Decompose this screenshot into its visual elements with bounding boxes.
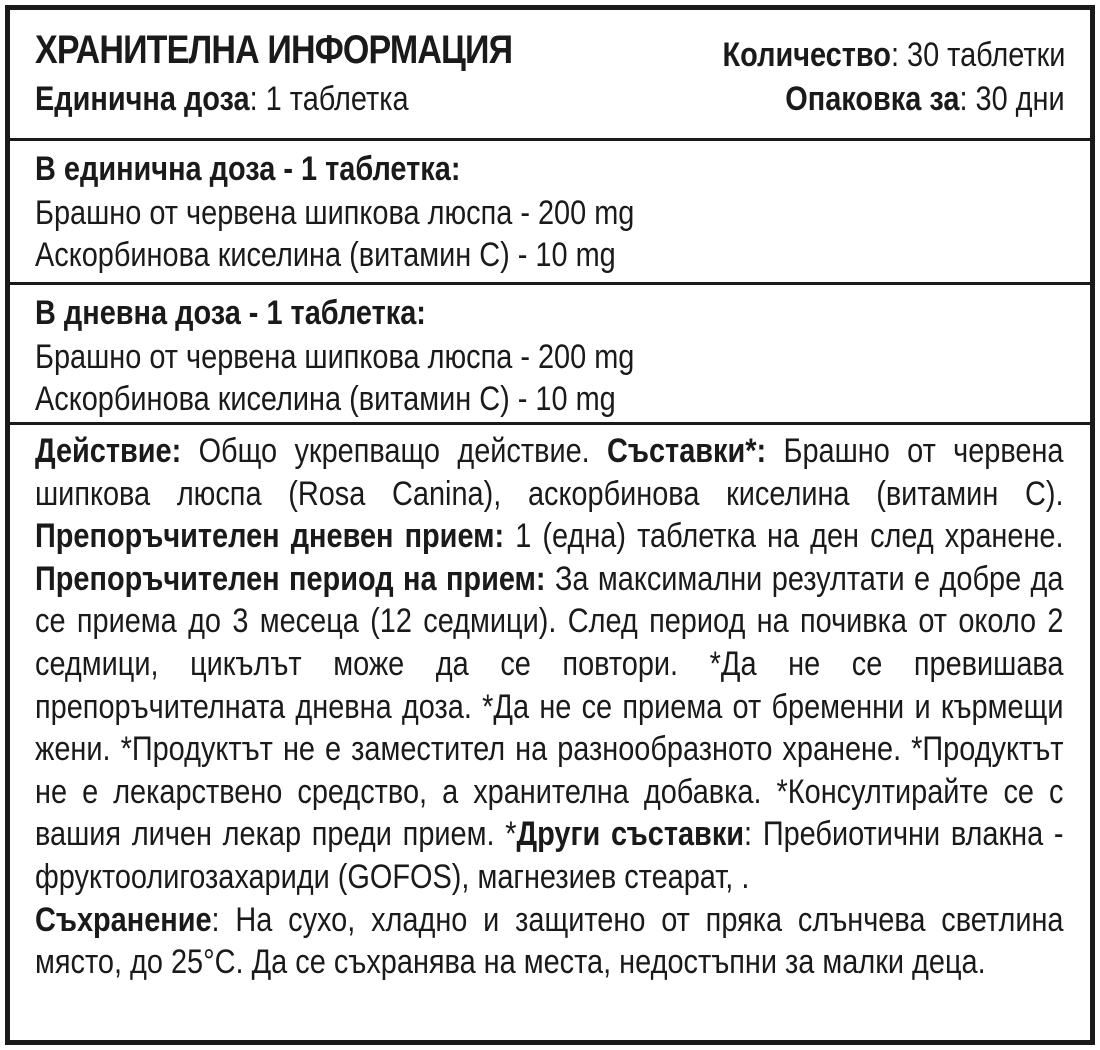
divider — [10, 282, 1090, 285]
description-paragraph — [35, 430, 1064, 984]
action-text: Общо укрепващо действие. — [181, 432, 608, 470]
period-text: За максимални резултати е добре да се приема до 3 месеца (12 седмици). След период на почивка от около 2 седмици, цикълът може да се повтори. *Да не се превишава препоръчителната дневна доза. *Да не се приема от бременни и кърмещи жени. *Продуктът не е заместител на разнообразното хранене. *Продуктът не е лекарствено средство, а хранителна добавка. *Консултирайте се с вашия личен лекар преди прием. * — [35, 559, 1064, 854]
daily-intake-label: Препоръчителен дневен прием: — [35, 517, 505, 556]
storage-text: : На сухо, хладно и защитено от пряка слънчева светлина място, до 25°С. Да се съхранява на места, недостъпни за малки деца. — [35, 900, 1064, 982]
package-label: Опаковка за — [785, 80, 960, 118]
unit-dose-heading: В единична доза - 1 таблетка: — [35, 150, 461, 188]
unit-dose-item: Брашно от червена шипкова люспа - 200 mg — [35, 194, 635, 232]
unit-dose-item: Аскорбинова киселина (витамин С) - 10 mg — [35, 236, 616, 274]
package — [786, 80, 1065, 119]
unit-dose-value: : 1 таблетка — [249, 80, 409, 118]
divider — [10, 138, 1090, 141]
storage-label: Съхранение — [35, 900, 212, 939]
unit-dose — [35, 80, 409, 119]
ingredients-text: Брашно от червена шипкова люспа (Rosa Canina), аскорбинова киселина (витамин С). — [35, 432, 1064, 513]
action-label: Действие: — [35, 432, 182, 470]
daily-dose-heading: В дневна доза - 1 таблетка: — [35, 294, 426, 332]
quantity-label: Количество — [722, 36, 891, 74]
daily-dose-item: Аскорбинова киселина (витамин С) - 10 mg — [35, 380, 616, 418]
quantity — [722, 36, 1065, 75]
package-value: : 30 дни — [959, 80, 1065, 118]
nutrition-label — [5, 5, 1095, 1045]
label-title: ХРАНИТЕЛНА ИНФОРМАЦИЯ — [35, 28, 513, 72]
other-ingredients-text: : Пребиотични влакна - фруктоолигозахариди (GOFOS), магнезиев стеарат, . — [35, 815, 1064, 896]
storage-paragraph — [35, 899, 1064, 984]
daily-dose-item: Брашно от червена шипкова люспа - 200 mg — [35, 338, 635, 376]
daily-intake-text: 1 (една) таблетка на ден след хранене. — [504, 517, 1064, 556]
period-label: Препоръчителен период на прием: — [35, 559, 546, 598]
usage-paragraph — [35, 430, 1064, 899]
ingredients-label: Съставки*: — [607, 432, 767, 470]
divider — [10, 422, 1090, 425]
unit-dose-label: Единична доза — [35, 80, 250, 118]
other-ingredients-label: Други съставки — [516, 815, 745, 854]
quantity-value: : 30 таблетки — [890, 36, 1065, 74]
